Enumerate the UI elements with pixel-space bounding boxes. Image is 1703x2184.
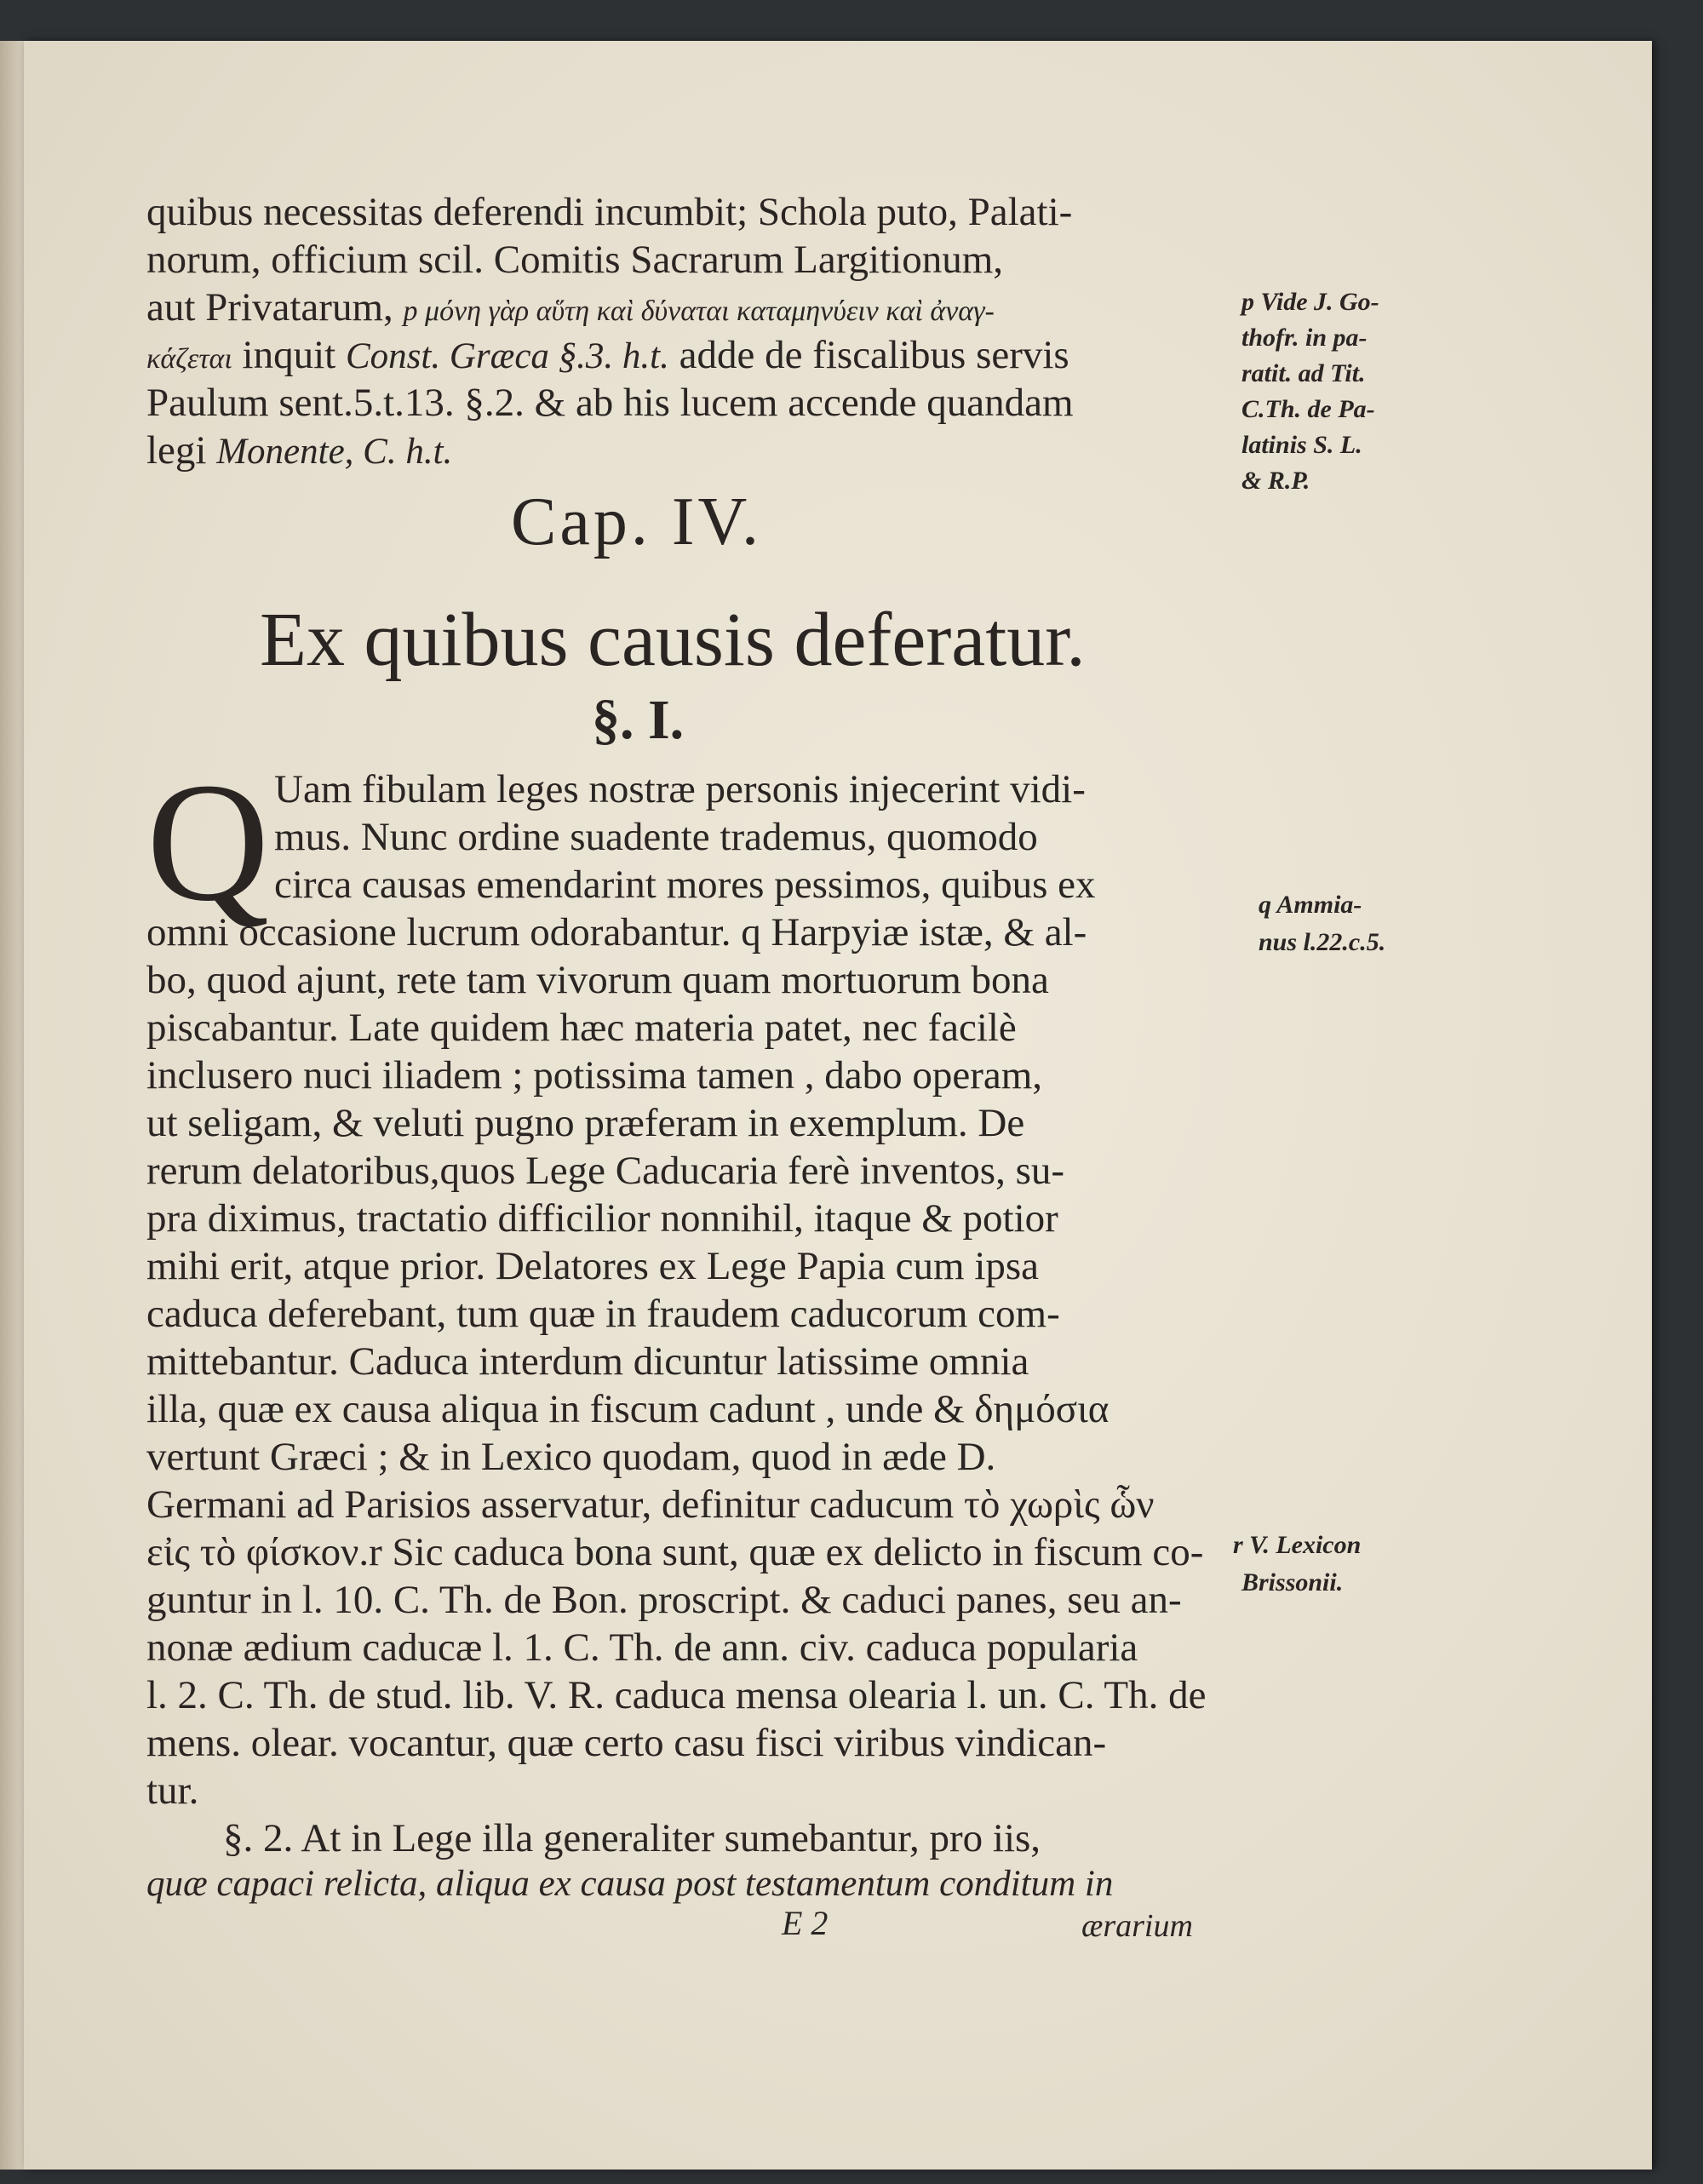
- text-line: circa causas emendarint mores pessimos, quibus ex: [274, 863, 1096, 907]
- text-line: illa, quæ ex causa aliqua in fiscum cadunt , unde & δημόσια: [146, 1387, 1110, 1431]
- margin-note: nus l.22.c.5.: [1259, 928, 1386, 956]
- text-line: quibus necessitas deferendi incumbit; Schola puto, Palati-: [146, 190, 1073, 234]
- margin-note: r V. Lexicon: [1233, 1531, 1362, 1559]
- text-line: ut seligam, & veluti pugno præferam in exemplum. De: [146, 1101, 1025, 1145]
- text-line: norum, officium scil. Comitis Sacrarum Largitionum,: [146, 238, 1004, 282]
- text-line: quæ capaci relicta, aliqua ex causa post testamentum conditum in: [146, 1864, 1114, 1904]
- citation: Const. Græca §.3. h.t.: [345, 336, 669, 376]
- catchword: ærarium: [1081, 1908, 1193, 1944]
- text-fragment: adde de fiscalibus servis: [668, 333, 1069, 377]
- text-line: pra diximus, tractatio difficilior nonnihil, itaque & potior: [146, 1196, 1058, 1241]
- text-line: mittebantur. Caduca interdum dicuntur latissime omnia: [146, 1339, 1029, 1384]
- margin-note: thofr. in pa-: [1241, 324, 1368, 352]
- chapter-title: Cap. IV.: [511, 484, 762, 559]
- greek-text: p μόνη γὰρ αὕτη καὶ δύναται καταμηνύειν καὶ ἀναγ-: [403, 295, 995, 327]
- text-line: Paulum sent.5.t.13. §.2. & ab his lucem accende quandam: [146, 381, 1074, 425]
- margin-note: C.Th. de Pa-: [1241, 395, 1375, 423]
- text-line: caduca deferebant, tum quæ in fraudem caducorum com-: [146, 1292, 1060, 1336]
- text-line: mus. Nunc ordine suadente trademus, quomodo: [274, 815, 1038, 859]
- text-line: εἰς τὸ φίσκον.r Sic caduca bona sunt, quæ ex delicto in fiscum co-: [146, 1530, 1204, 1574]
- text-line: §. 2. At in Lege illa generaliter sumebantur, pro iis,: [223, 1816, 1041, 1860]
- margin-note: q Ammia-: [1259, 891, 1362, 919]
- text-line: Germani ad Parisios asservatur, definitur caducum τὸ χωρὶς ὧν: [146, 1482, 1155, 1527]
- text-line: piscabantur. Late quidem hæc materia patet, nec facilè: [146, 1006, 1017, 1050]
- text-line: inclusero nuci iliadem ; potissima tamen , dabo operam,: [146, 1053, 1043, 1098]
- text-fragment: legi: [146, 428, 217, 473]
- text-line: [146, 427, 452, 473]
- margin-note: p Vide J. Go-: [1241, 288, 1379, 316]
- signature-mark: E 2: [782, 1904, 829, 1942]
- text-line: Uam fibulam leges nostræ personis injecerint vidi-: [274, 767, 1086, 811]
- text-line: mihi erit, atque prior. Delatores ex Lege Papia cum ipsa: [146, 1244, 1040, 1288]
- section-mark: §. I.: [592, 689, 685, 751]
- margin-note: ratit. ad Tit.: [1241, 359, 1366, 387]
- margin-note: Brissonii.: [1241, 1568, 1344, 1596]
- adjacent-page-edge: [0, 41, 24, 2170]
- text-line: [146, 332, 1069, 378]
- text-line: mens. olear. vocantur, quæ certo casu fisci viribus vindican-: [146, 1721, 1107, 1765]
- text-line: rerum delatoribus,quos Lege Caducaria ferè inventos, su-: [146, 1149, 1065, 1193]
- text-fragment: inquit: [242, 333, 346, 377]
- text-line: vertunt Græci ; & in Lexico quodam, quod in æde D.: [146, 1435, 996, 1479]
- text-line: l. 2. C. Th. de stud. lib. V. R. caduca mensa olearia l. un. C. Th. de: [146, 1673, 1207, 1717]
- text-line: omni occasione lucrum odorabantur. q Harpyiæ istæ, & al-: [146, 910, 1087, 954]
- text-line: nonæ ædium caducæ l. 1. C. Th. de ann. civ. caduca popularia: [146, 1625, 1138, 1670]
- text-line: tur.: [146, 1768, 199, 1813]
- margin-note: & R.P.: [1241, 467, 1310, 495]
- text-line: [146, 284, 995, 330]
- text-line: bo, quod ajunt, rete tam vivorum quam mortuorum bona: [146, 958, 1049, 1002]
- drop-cap: Q: [146, 748, 270, 937]
- text-fragment: aut Privatarum,: [146, 285, 404, 330]
- chapter-subtitle: Ex quibus causis deferatur.: [260, 598, 1086, 682]
- greek-text: κάζεται: [146, 343, 232, 375]
- citation: Monente, C. h.t.: [216, 432, 453, 472]
- text-line: guntur in l. 10. C. Th. de Bon. proscript. & caduci panes, seu an-: [146, 1578, 1182, 1622]
- margin-note: latinis S. L.: [1241, 431, 1362, 459]
